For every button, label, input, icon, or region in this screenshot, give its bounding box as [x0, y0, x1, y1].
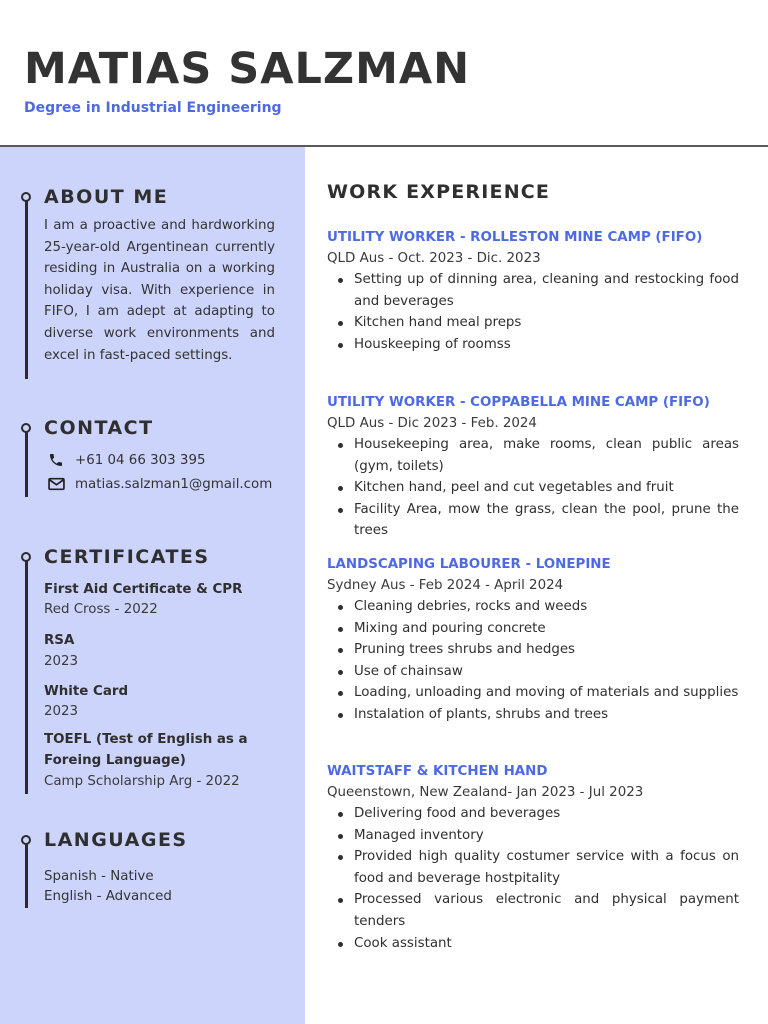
certificate-title: TOEFL (Test of English as a Foreing Language) — [44, 732, 248, 768]
job-title: LANDSCAPING LABOURER - LONEPINE — [327, 557, 611, 572]
job-duties-list — [327, 596, 739, 726]
job-duty-item: Mixing and pouring concrete — [327, 618, 739, 640]
contact-email: matias.salzman1@gmail.com — [75, 476, 273, 492]
job-location-dates: QLD Aus - Oct. 2023 - Dic. 2023 — [327, 251, 541, 266]
job-duties-list — [327, 803, 739, 954]
about-text: I am a proactive and hardworking 25-year-old Argentinean currently residing in Australia on a working holiday visa. With experience in FIFO, I am adept at adapting to diverse work environments and excel in fast-paced settings. — [44, 218, 275, 363]
job-title: WAITSTAFF & KITCHEN HAND — [327, 764, 548, 779]
job-location-dates: QLD Aus - Dic 2023 - Feb. 2024 — [327, 416, 537, 431]
job-duty-item: Cleaning debries, rocks and weeds — [327, 596, 739, 618]
job-duty-item: Managed inventory — [327, 825, 739, 847]
about-heading: ABOUT ME — [44, 186, 169, 208]
job-duties-list — [327, 269, 739, 355]
job-location-dates: Queenstown, New Zealand- Jan 2023 - Jul 2023 — [327, 785, 644, 800]
job-entry — [327, 554, 739, 726]
job-entry — [327, 761, 739, 954]
timeline-line — [25, 561, 28, 794]
job-duty-item: Cook assistant — [327, 933, 739, 955]
timeline-line — [25, 201, 28, 379]
certificates-heading: CERTIFICATES — [44, 546, 210, 568]
job-duty-item: Delivering food and beverages — [327, 803, 739, 825]
resume-header — [0, 0, 768, 146]
contact-heading: CONTACT — [44, 417, 154, 439]
certificate-issuer: 2023 — [44, 654, 79, 669]
phone-icon — [46, 452, 66, 468]
job-duty-item: Processed various electronic and physical payment tenders — [327, 889, 739, 932]
timeline-line — [25, 432, 28, 497]
certificate-issuer: Camp Scholarship Arg - 2022 — [44, 774, 240, 789]
job-duty-item: Provided high quality costumer service with a focus on food and beverage hostpitality — [327, 846, 739, 889]
job-duty-item: Pruning trees shrubs and hedges — [327, 639, 739, 661]
contact-email-row[interactable] — [46, 476, 272, 492]
job-duty-item: Housekeeping area, make rooms, clean public areas (gym, toilets) — [327, 434, 739, 477]
certificate-issuer: 2023 — [44, 704, 79, 719]
certificate-title: White Card — [44, 684, 129, 699]
envelope-icon — [46, 476, 66, 492]
certificate-title: First Aid Certificate & CPR — [44, 582, 243, 597]
job-duty-item: Kitchen hand, peel and cut vegetables and fruit — [327, 477, 739, 499]
work-experience-heading: WORK EXPERIENCE — [327, 181, 551, 203]
contact-phone-row[interactable] — [46, 452, 205, 468]
candidate-degree: Degree in Industrial Engineering — [24, 100, 282, 116]
job-duty-item: Setting up of dinning area, cleaning and restocking food and beverages — [327, 269, 739, 312]
languages-heading: LANGUAGES — [44, 829, 188, 851]
certificate-title: RSA — [44, 633, 75, 648]
contact-phone: +61 04 66 303 395 — [75, 452, 206, 468]
job-duty-item: Houskeeping of roomss — [327, 334, 739, 356]
job-title: UTILITY WORKER - ROLLESTON MINE CAMP (FIFO) — [327, 230, 703, 245]
language-item: Spanish - Native — [44, 869, 154, 884]
job-duty-item: Loading, unloading and moving of materials and supplies — [327, 682, 739, 704]
job-duties-list — [327, 434, 739, 542]
job-entry — [327, 392, 739, 542]
job-duty-item: Use of chainsaw — [327, 661, 739, 683]
candidate-name: MATIAS SALZMAN — [24, 44, 471, 94]
job-duty-item: Instalation of plants, shrubs and trees — [327, 704, 739, 726]
timeline-line — [25, 844, 28, 908]
language-item: English - Advanced — [44, 889, 172, 904]
job-duty-item: Kitchen hand meal preps — [327, 312, 739, 334]
certificate-issuer: Red Cross - 2022 — [44, 602, 158, 617]
job-entry — [327, 227, 739, 355]
job-duty-item: Facility Area, mow the grass, clean the pool, prune the trees — [327, 499, 739, 542]
job-location-dates: Sydney Aus - Feb 2024 - April 2024 — [327, 578, 564, 593]
job-title: UTILITY WORKER - COPPABELLA MINE CAMP (FIFO) — [327, 395, 710, 410]
